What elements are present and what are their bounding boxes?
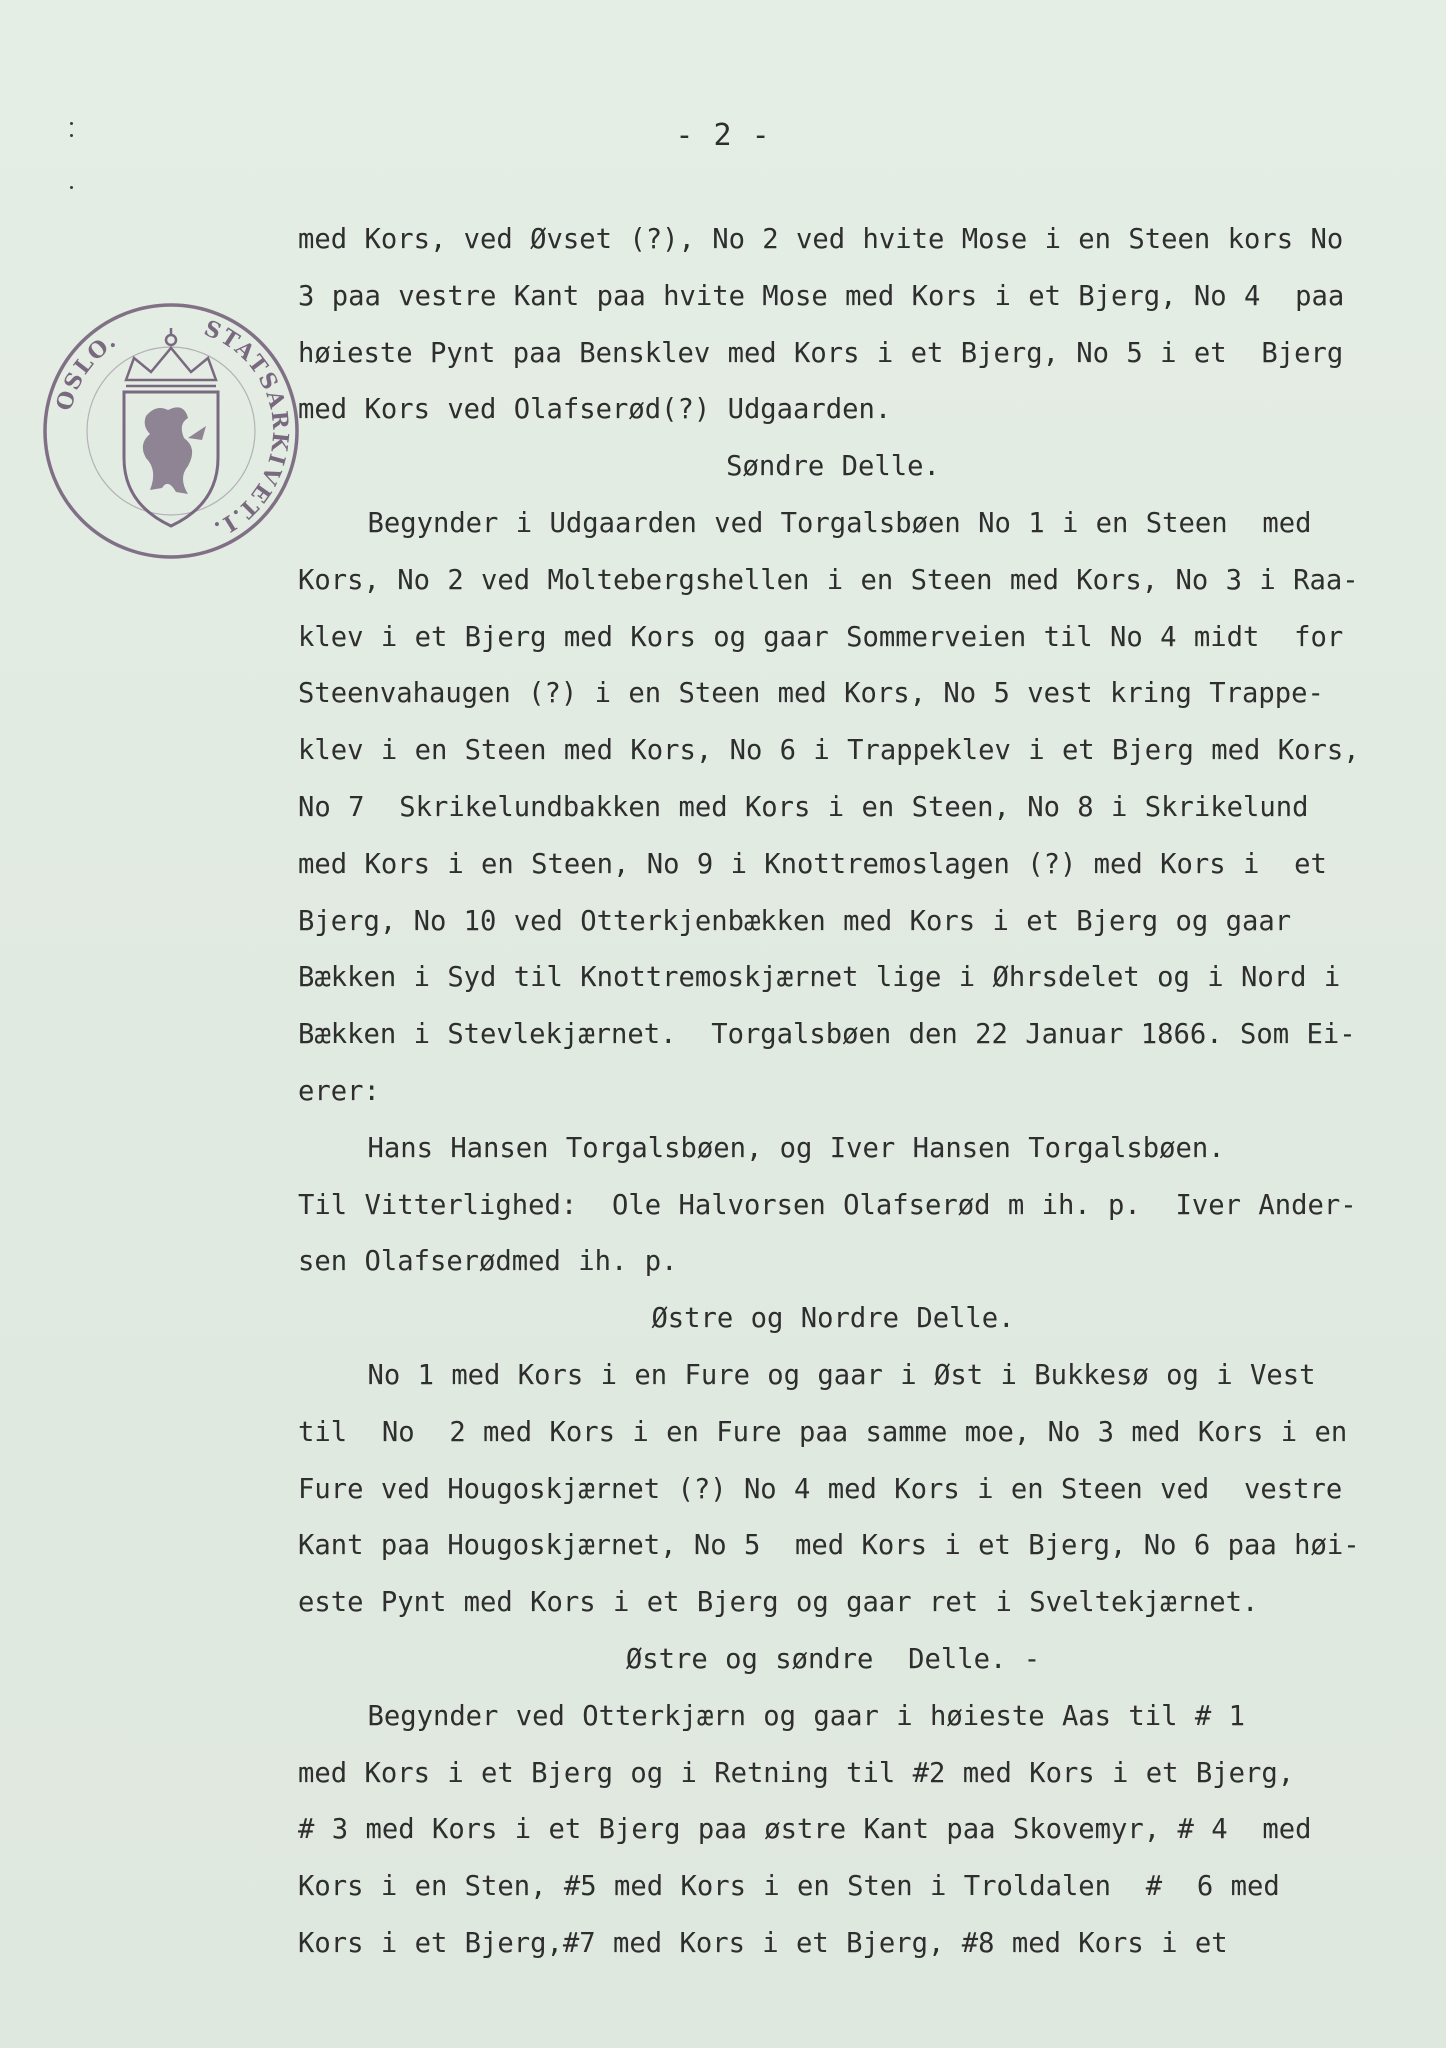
text-line: med Kors, ved Øvset (?), No 2 ved hvite Mose i en Steen kors No <box>298 224 1344 255</box>
text-line: til No 2 med Kors i en Fure paa samme moe, No 3 med Kors i en <box>298 1416 1348 1448</box>
text-line: Hans Hansen Torgalsbøen, og Iver Hansen Torgalsbøen. <box>298 1132 1225 1164</box>
text-line: med Kors i en Steen, No 9 i Knottremoslagen (?) med Kors i et <box>298 848 1327 880</box>
text-line: Kors i et Bjerg,#7 med Kors i et Bjerg, #8 med Kors i et <box>298 1927 1228 1959</box>
text-line: Fure ved Hougoskjærnet (?) No 4 med Kors i en Steen ved vestre <box>298 1473 1343 1505</box>
text-line: Kors, No 2 ved Moltebergshellen i en Steen med Kors, No 3 i Raa- <box>298 564 1359 596</box>
document-body <box>298 212 1428 1973</box>
text-line: Steenvahaugen (?) i en Steen med Kors, No 5 vest kring Trappe- <box>298 678 1324 710</box>
page-number: - 2 - <box>675 118 771 153</box>
section-heading: Søndre Delle. <box>726 451 940 483</box>
text-line: No 1 med Kors i en Fure og gaar i Øst i Bukkesø og i Vest <box>298 1359 1316 1391</box>
text-line: erer: <box>298 1075 380 1107</box>
text-line: Kant paa Hougoskjærnet, No 5 med Kors i et Bjerg, No 6 paa høi- <box>298 1530 1360 1562</box>
text-line: 3 paa vestre Kant paa hvite Mose med Kors i et Bjerg, No 4 paa <box>298 280 1345 312</box>
text-line: høieste Pynt paa Bensklev med Kors i et Bjerg, No 5 i et Bjerg <box>298 337 1344 369</box>
text-line: Til Vitterlighed: Ole Halvorsen Olafserød m ih. p. Iver Ander- <box>298 1189 1357 1221</box>
text-line: Bjerg, No 10 ved Otterkjenbækken med Kors i et Bjerg og gaar <box>298 905 1292 937</box>
text-line: este Pynt med Kors i et Bjerg og gaar ret i Sveltekjærnet. <box>298 1587 1259 1619</box>
text-line: Kors i en Sten, #5 med Kors i en Sten i Troldalen # 6 med <box>298 1871 1280 1903</box>
text-line: sen Olafserødmed ih. p. <box>298 1246 678 1278</box>
text-line: Begynder ved Otterkjærn og gaar i høieste Aas til # 1 <box>298 1700 1245 1732</box>
text-line: klev i en Steen med Kors, No 6 i Trappeklev i et Bjerg med Kors, <box>298 735 1360 767</box>
text-line: med Kors i et Bjerg og i Retning til #2 med Kors i et Bjerg, <box>298 1757 1295 1789</box>
section-heading: Østre og søndre Delle. - <box>625 1643 1041 1675</box>
svg-text:STATSARKIVET.I.: STATSARKIVET.I. <box>200 315 294 544</box>
text-line: klev i et Bjerg med Kors og gaar Sommerveien til No 4 midt for <box>298 621 1344 653</box>
text-line: med Kors ved Olafserød(?) Udgaarden. <box>298 394 892 426</box>
text-line: # 3 med Kors i et Bjerg paa østre Kant paa Skovemyr, # 4 med <box>298 1814 1312 1846</box>
archive-stamp-icon <box>38 298 304 564</box>
text-line: Bækken i Stevlekjærnet. Torgalsbøen den 22 Januar 1866. Som Ei- <box>298 1019 1356 1051</box>
svg-text:OSLO.: OSLO. <box>51 326 123 414</box>
section-heading: Østre og Nordre Delle. <box>651 1303 1015 1335</box>
text-line: Begynder i Udgaarden ved Torgalsbøen No 1 i en Steen med <box>298 507 1312 539</box>
text-line: Bækken i Syd til Knottremoskjærnet lige i Øhrsdelet og i Nord i <box>298 962 1341 994</box>
text-line: No 7 Skrikelundbakken med Kors i en Steen, No 8 i Skrikelund <box>298 791 1309 823</box>
